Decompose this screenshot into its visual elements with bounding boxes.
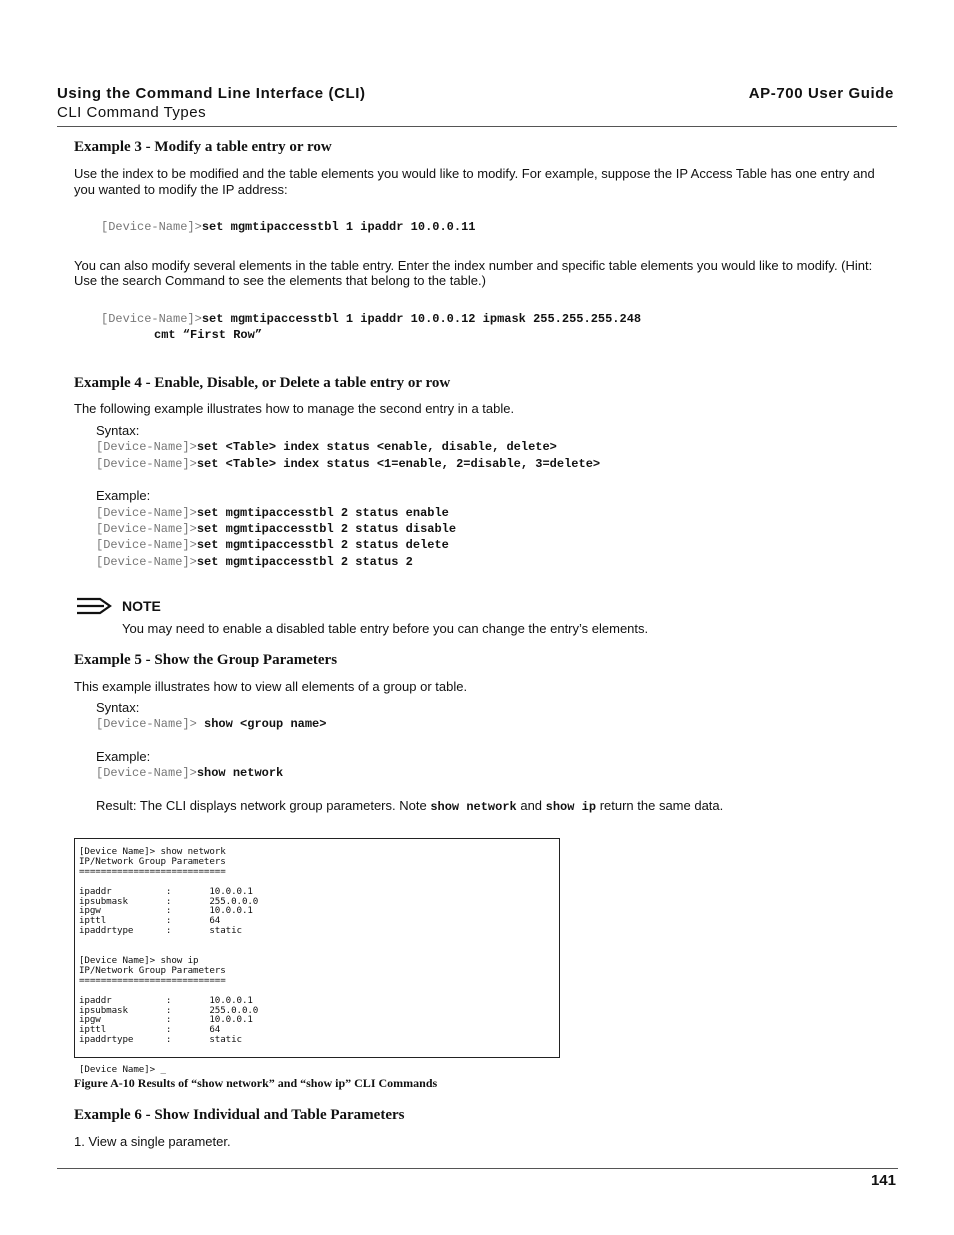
example4-example-line-2 — [96, 521, 456, 537]
example4-example-line-1 — [96, 505, 449, 521]
example5-result — [96, 798, 723, 815]
cli-command: set mgmtipaccesstbl 2 status 2 — [196, 555, 413, 569]
cli-prompt: [Device-Name]> — [96, 538, 197, 552]
example5-para: This example illustrates how to view all elements of a group or table. — [74, 679, 468, 694]
example4-syntax-label: Syntax: — [96, 423, 140, 438]
result-text-pre: Result: The CLI displays network group parameters. Note — [96, 798, 431, 813]
example3-code2-continuation: cmt “First Row” — [154, 328, 263, 342]
result-text-post: return the same data. — [596, 798, 724, 813]
cli-command: show network — [196, 766, 284, 780]
cli-prompt: [Device-Name]> — [96, 506, 197, 520]
example3-para2-line1: You can also modify several elements in the table entry. Enter the index number and specific table elements you would like to modify. (Hint: — [74, 258, 873, 273]
cli-command: set mgmtipaccesstbl 1 ipaddr 10.0.0.12 ipmask 255.255.255.248 — [201, 312, 642, 326]
note-arrow-icon — [76, 597, 112, 615]
example3-para1-line1: Use the index to be modified and the table elements you would like to modify. For example, suppose the IP Access Table has one entry and — [74, 166, 875, 181]
example5-syntax-label: Syntax: — [96, 700, 140, 715]
cli-prompt: [Device-Name]> — [96, 717, 197, 731]
page-number: 141 — [870, 1172, 896, 1189]
example3-heading: Example 3 - Modify a table entry or row — [74, 139, 332, 155]
example3-para1-line2: you wanted to modify the IP address: — [74, 182, 288, 197]
header-subtitle: CLI Command Types — [57, 104, 207, 121]
cli-command: set mgmtipaccesstbl 2 status enable — [196, 506, 449, 520]
example4-example-line-4 — [96, 554, 413, 570]
example3-code2 — [101, 311, 641, 327]
result-code-show-ip: show ip — [545, 800, 597, 814]
cli-prompt: [Device-Name]> — [96, 766, 197, 780]
example4-example-label: Example: — [96, 488, 151, 503]
result-text-mid: and — [516, 798, 546, 813]
cli-output-screenshot — [74, 838, 560, 1075]
cli-prompt: [Device-Name]> — [96, 440, 197, 454]
example6-heading: Example 6 - Show Individual and Table Parameters — [74, 1107, 405, 1123]
note-title: NOTE — [122, 598, 161, 614]
example5-heading: Example 5 - Show the Group Parameters — [74, 652, 338, 668]
cli-prompt: [Device-Name]> — [101, 220, 202, 234]
example4-para: The following example illustrates how to manage the second entry in a table. — [74, 401, 515, 416]
example4-syntax-line-2 — [96, 456, 600, 472]
cli-command: set mgmtipaccesstbl 2 status disable — [196, 522, 457, 536]
cli-output-text: [Device Name]> show network IP/Network Group Parameters =========================== ipaddr : 10.0.0.1 ipsubmask : 255.0.0.0 ipgw : 10.0.0.1 ipttl : 64 ipaddrtype : static [Device Name]> show ip IP/Network Group Parameters =========================== ipaddr : 10.0.0.1 ipsubmask : 255.0.0.0 ipgw : 10.0.0.1 ipttl : 64 ipaddrtype : static [Device Name]> _ — [79, 846, 259, 1075]
cli-command: set mgmtipaccesstbl 1 ipaddr 10.0.0.11 — [201, 220, 476, 234]
example4-example-line-3 — [96, 537, 449, 553]
header-title: Using the Command Line Interface (CLI) — [57, 85, 366, 102]
header-guide-title: AP-700 User Guide — [748, 85, 894, 102]
cli-command: set mgmtipaccesstbl 2 status delete — [196, 538, 449, 552]
example4-syntax-line-1 — [96, 439, 557, 455]
footer-rule — [57, 1168, 898, 1169]
cli-prompt: [Device-Name]> — [96, 555, 197, 569]
example5-syntax-line — [96, 716, 326, 732]
example4-heading: Example 4 - Enable, Disable, or Delete a table entry or row — [74, 375, 451, 391]
cli-command: show <group name> — [196, 717, 327, 731]
cli-prompt: [Device-Name]> — [96, 522, 197, 536]
result-code-show-network: show network — [430, 800, 517, 814]
cli-prompt: [Device-Name]> — [101, 312, 202, 326]
cli-command: set <Table> index status <enable, disable, delete> — [196, 440, 557, 454]
example5-example-line — [96, 765, 283, 781]
figure-caption: Figure A-10 Results of “show network” and “show ip” CLI Commands — [74, 1076, 438, 1090]
header-rule — [57, 126, 897, 127]
example3-para2-line2: Use the search Command to see the elements that belong to the table.) — [74, 273, 486, 288]
cli-prompt: [Device-Name]> — [96, 457, 197, 471]
cli-command: set <Table> index status <1=enable, 2=disable, 3=delete> — [196, 457, 601, 471]
example3-code1 — [101, 219, 475, 235]
example6-item-1: 1. View a single parameter. — [74, 1134, 231, 1149]
example5-example-label: Example: — [96, 749, 151, 764]
note-text: You may need to enable a disabled table entry before you can change the entry’s elements. — [122, 621, 649, 636]
